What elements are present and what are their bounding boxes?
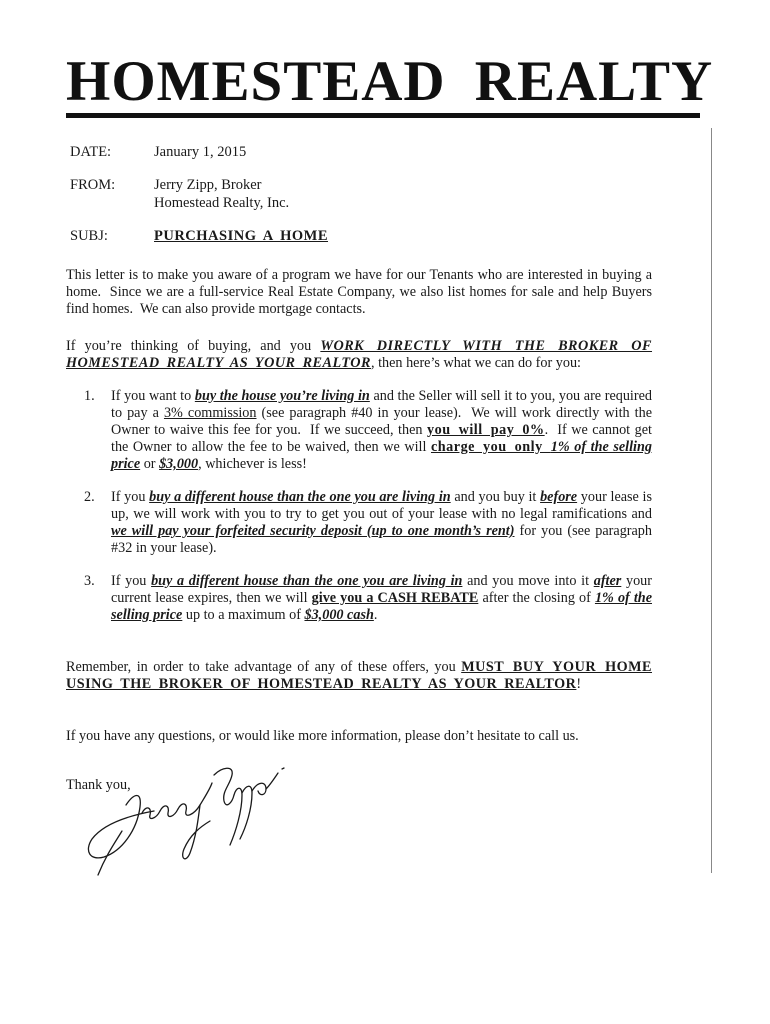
subject-value: PURCHASING A HOME: [154, 228, 329, 244]
item-1-charge: charge you only: [430, 439, 551, 455]
remember-text-2: !: [576, 676, 582, 692]
item-1-percent: 1% of the selling price: [111, 439, 652, 472]
signature-image: [82, 755, 297, 880]
item-3-rebate: give you a CASH REBATE: [311, 590, 479, 606]
item-1-emphasis-buy: buy the house you’re living in: [194, 388, 370, 404]
list-number: 2.: [84, 489, 95, 505]
item-3-amount: $3,000 cash: [304, 607, 374, 623]
item-2-text-e: your lease is up, we will work with you to try to get you out of your lease with no legal ramifications and: [111, 489, 653, 522]
from-company: Homestead Realty, Inc.: [154, 195, 290, 211]
item-1-text-e: (see paragraph #40 in your lease). We will work directly with the Owner to waive this fee for you. If we succeed, then: [111, 405, 652, 438]
item-2-text-c: and you buy it: [450, 489, 541, 505]
item-2-emphasis-buy: buy a different house than the one you are living in: [149, 489, 451, 505]
closing-line: Thank you,: [66, 777, 131, 793]
item-1-text-g: . If we cannot get the Owner to allow the fee to be waived, then we will: [111, 422, 652, 455]
list-item: [84, 388, 652, 473]
item-3-text-i: up to a maximum of: [182, 607, 305, 623]
from-label: FROM:: [70, 177, 116, 193]
subject-label: SUBJ:: [70, 228, 108, 244]
item-2-before: before: [540, 489, 578, 505]
item-1-pay-zero: you will pay 0%: [427, 422, 545, 438]
date-value: January 1, 2015: [154, 144, 247, 160]
list-item: [84, 573, 652, 624]
list-item-text: [111, 573, 652, 624]
list-item-text: [111, 489, 652, 557]
item-3-text-g: after the closing of: [478, 590, 595, 606]
company-title: HOMESTEAD REALTY: [66, 50, 714, 113]
item-3-text-a: If you: [111, 573, 152, 589]
item-3-after: after: [593, 573, 622, 589]
item-1-amount: $3,000: [159, 456, 199, 472]
list-item: [84, 489, 652, 557]
item-3-text-k: .: [373, 607, 378, 623]
item-2-text-a: If you: [111, 489, 150, 505]
lead-paragraph: [66, 338, 652, 372]
item-3-emphasis-buy: buy a different house than the one you are living in: [151, 573, 463, 589]
item-3-percent: 1% of the selling price: [111, 590, 652, 623]
scan-edge-line: [711, 128, 712, 873]
questions-paragraph: If you have any questions, or would like more information, please don’t hesitate to call us.: [66, 728, 579, 744]
remember-paragraph: [66, 659, 652, 693]
item-1-text-l: , whichever is less!: [198, 456, 307, 472]
from-name: Jerry Zipp, Broker: [154, 177, 262, 193]
remember-emphasis: MUST BUY YOUR HOME USING THE BROKER OF HOMESTEAD REALTY AS YOUR REALTOR: [66, 659, 652, 692]
item-3-text-e: your current lease expires, then we will: [111, 573, 652, 606]
intro-paragraph: This letter is to make you aware of a program we have for our Tenants who are interested in buying a home. Since we are a full-service Real Estate Company, we also list homes for sale and help Buyers find homes. We can also provide mortgage contacts.: [66, 267, 652, 317]
remember-text-1: Remember, in order to take advantage of any of these offers, you: [66, 659, 462, 675]
title-underline: [66, 113, 700, 118]
item-1-text-j: or: [140, 456, 160, 472]
lead-text-2: , then here’s what we can do for you:: [371, 355, 581, 371]
item-2-text-g: for you (see paragraph #32 in your lease).: [111, 523, 652, 556]
list-number: 3.: [84, 573, 95, 589]
item-1-text-c: and the Seller will sell it to you, you are required to pay a: [111, 388, 652, 421]
lead-emphasis: WORK DIRECTLY WITH THE BROKER OF HOMESTEAD REALTY AS YOUR REALTOR: [66, 338, 653, 371]
item-3-text-c: and you move into it: [462, 573, 594, 589]
item-1-text-a: If you want to: [111, 388, 195, 404]
list-item-text: [111, 388, 652, 473]
date-label: DATE:: [70, 144, 112, 160]
item-2-deposit: we will pay your forfeited security deposit (up to one month’s rent): [111, 523, 515, 539]
item-1-commission: 3% commission: [163, 405, 257, 421]
list-number: 1.: [84, 388, 95, 404]
lead-text-1: If you’re thinking of buying, and you: [66, 338, 321, 354]
